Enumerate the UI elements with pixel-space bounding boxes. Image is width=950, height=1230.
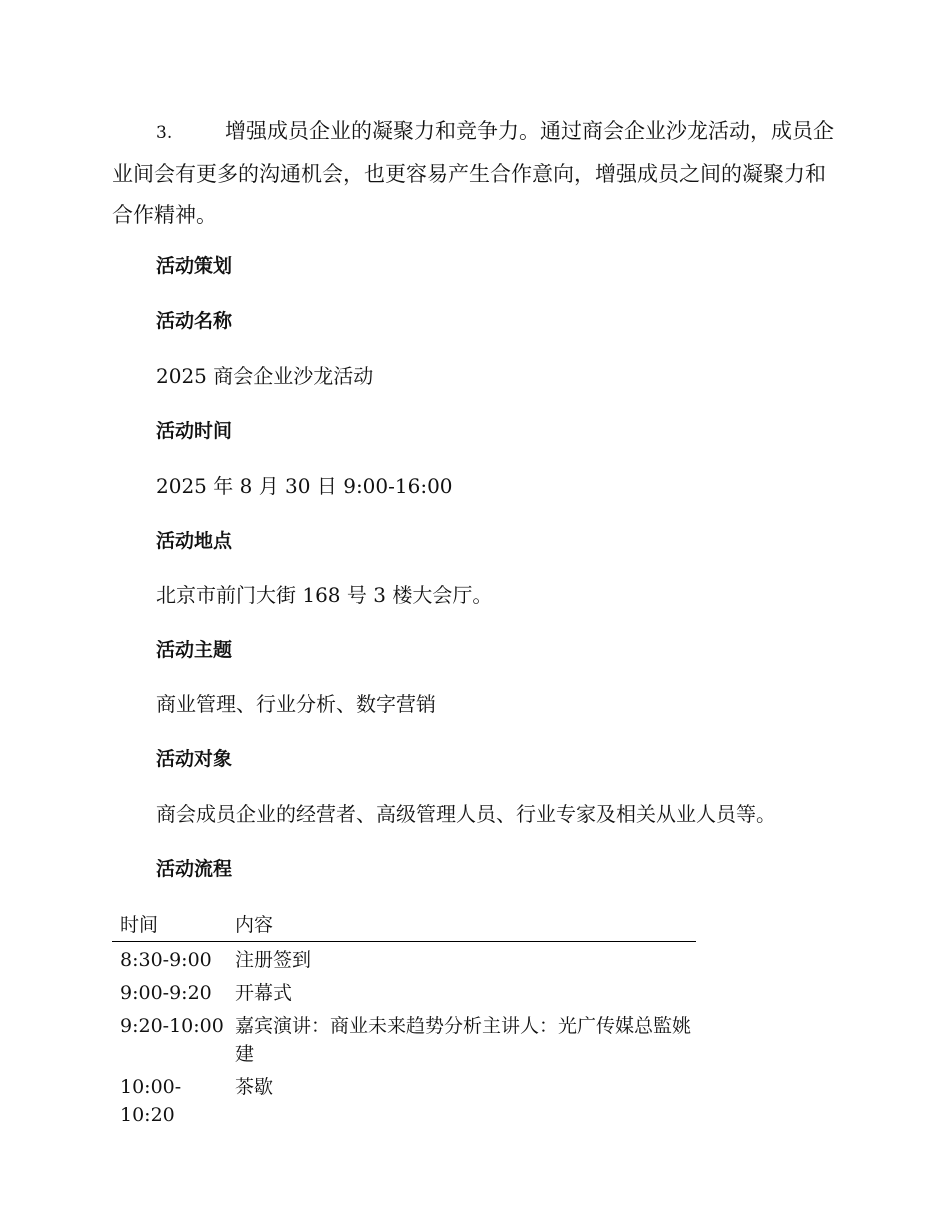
row-time: 10:00-10:20 <box>120 1076 182 1126</box>
list-number: 3. <box>156 123 173 143</box>
row-content: 茶歇 <box>235 1076 274 1098</box>
heading-event-location: 活动地点 <box>156 530 233 552</box>
row-content: 开幕式 <box>235 982 293 1004</box>
agenda-table <box>112 910 696 1130</box>
table-row <box>112 1008 696 1069</box>
intro-text: 增强成员企业的凝聚力和竞争力。通过商会企业沙龙活动，成员企业间会有更多的沟通机会，也更容易产生合作意向，增强成员之间的凝聚力和合作精神。 <box>112 119 834 227</box>
column-header-time: 时间 <box>112 910 235 942</box>
row-time: 9:00-9:20 <box>120 982 212 1004</box>
row-time: 8:30-9:00 <box>120 949 212 971</box>
table-row <box>112 942 696 976</box>
section-heading-plan: 活动策划 <box>156 255 233 277</box>
heading-event-agenda: 活动流程 <box>156 858 233 880</box>
heading-event-time: 活动时间 <box>156 420 233 442</box>
event-location-value: 北京市前门大街 168 号 3 楼大会厅。 <box>156 583 493 607</box>
heading-event-name: 活动名称 <box>156 310 233 332</box>
table-header-row <box>112 910 696 942</box>
row-content: 注册签到 <box>235 949 312 971</box>
table-row <box>112 975 696 1008</box>
table-row <box>112 1069 696 1130</box>
row-content: 嘉宾演讲：商业未来趋势分析主讲人：光广传媒总監姚建 <box>235 1015 692 1065</box>
event-audience-value: 商会成员企业的经营者、高级管理人员、行业专家及相关从业人员等。 <box>156 802 776 826</box>
event-theme-value: 商业管理、行业分析、数字营销 <box>156 692 436 716</box>
heading-event-theme: 活动主题 <box>156 639 233 661</box>
row-time: 9:20-10:00 <box>120 1015 224 1037</box>
heading-event-audience: 活动对象 <box>156 748 233 770</box>
event-time-value: 2025 年 8 月 30 日 9:00-16:00 <box>156 474 453 498</box>
event-name-value: 2025 商会企业沙龙活动 <box>156 364 374 388</box>
intro-paragraph <box>112 111 834 236</box>
column-header-content: 内容 <box>235 910 696 942</box>
